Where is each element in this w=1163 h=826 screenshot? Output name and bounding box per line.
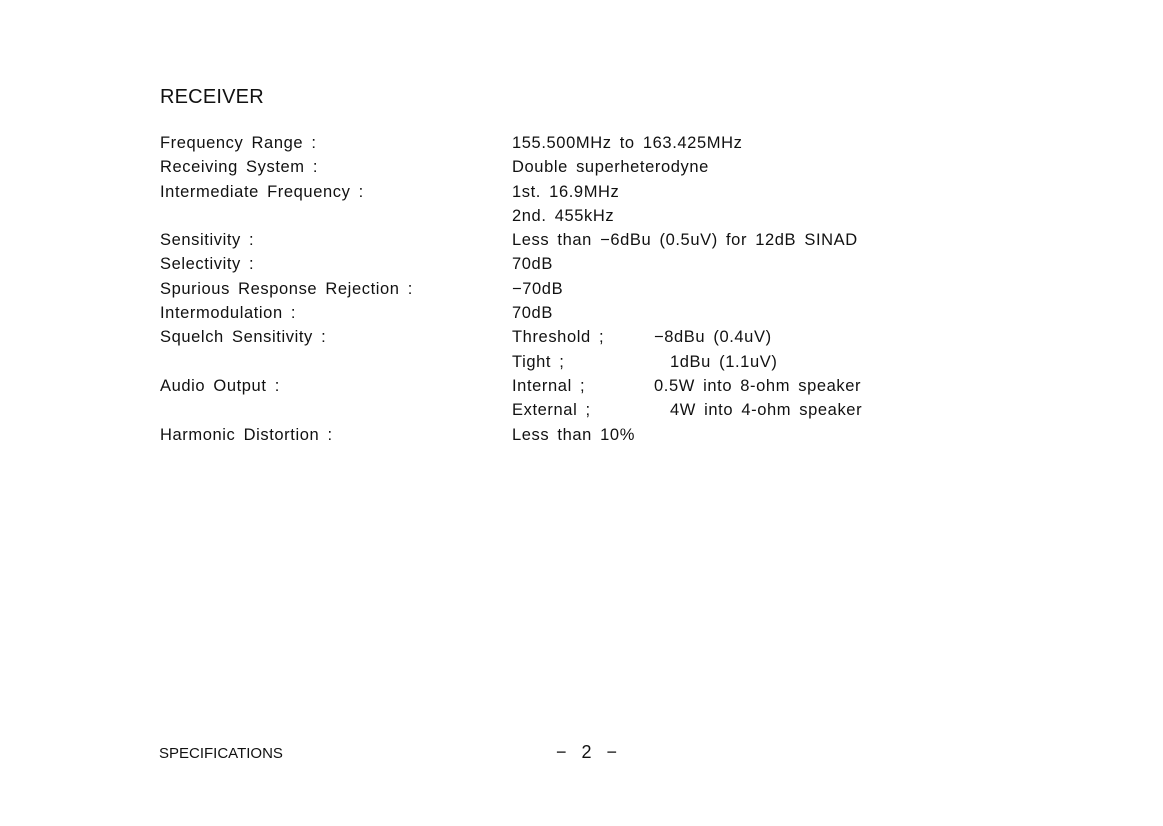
spec-sub-value: −8dBu (0.4uV) [654, 328, 772, 347]
spec-label: Selectivity : [160, 255, 255, 274]
spec-value: 70dB [512, 304, 553, 323]
spec-value: Less than 10% [512, 425, 635, 444]
spec-value [512, 325, 772, 349]
spec-sub-key: Tight ; [512, 352, 565, 371]
spec-label: Frequency Range : [160, 134, 317, 152]
spec-sub-value: 1dBu (1.1uV) [670, 352, 778, 371]
spec-label: Sensitivity : [160, 231, 255, 250]
spec-sub-value: 4W into 4-ohm speaker [670, 401, 863, 420]
spec-label: Audio Output : [160, 376, 280, 395]
spec-table [160, 131, 1060, 447]
spec-value [512, 374, 861, 398]
spec-label: Intermodulation : [160, 304, 297, 323]
spec-label: Squelch Sensitivity : [160, 328, 327, 347]
spec-row-squelch-sensitivity [160, 325, 1060, 349]
spec-row-intermodulation [160, 301, 1060, 325]
spec-row-frequency-range [160, 131, 1060, 155]
spec-label: Harmonic Distortion : [160, 425, 333, 444]
spec-row-receiving-system [160, 155, 1060, 179]
spec-row-intermediate-frequency-2 [160, 204, 1060, 228]
spec-label: Intermediate Frequency : [160, 182, 364, 201]
spec-row-squelch-sensitivity-2 [160, 350, 1060, 374]
spec-sub-key: External ; [512, 401, 591, 420]
page-title: RECEIVER [160, 86, 264, 108]
spec-row-audio-output-2 [160, 398, 1060, 422]
spec-value: Less than −6dBu (0.5uV) for 12dB SINAD [512, 231, 858, 250]
spec-value [512, 398, 862, 422]
spec-sub-key: Threshold ; [512, 328, 605, 347]
spec-sub-key: Internal ; [512, 376, 586, 395]
spec-label: Spurious Response Rejection : [160, 279, 413, 298]
spec-row-audio-output [160, 374, 1060, 398]
spec-row-selectivity [160, 252, 1060, 276]
page-number: − 2 − [556, 742, 620, 762]
spec-value: 2nd. 455kHz [512, 206, 615, 225]
spec-row-intermediate-frequency [160, 180, 1060, 204]
spec-row-spurious-response-rejection [160, 277, 1060, 301]
footer-section-label: SPECIFICATIONS [159, 745, 283, 762]
spec-row-sensitivity [160, 228, 1060, 252]
spec-label: Receiving System : [160, 158, 319, 177]
spec-sub-value: 0.5W into 8-ohm speaker [654, 376, 862, 395]
spec-row-harmonic-distortion [160, 423, 1060, 447]
spec-value: 155.500MHz to 163.425MHz [512, 134, 743, 152]
spec-value: −70dB [512, 279, 564, 298]
spec-value: 1st. 16.9MHz [512, 182, 620, 201]
spec-value: 70dB [512, 255, 553, 274]
spec-value: Double superheterodyne [512, 158, 709, 177]
spec-value [512, 350, 777, 374]
